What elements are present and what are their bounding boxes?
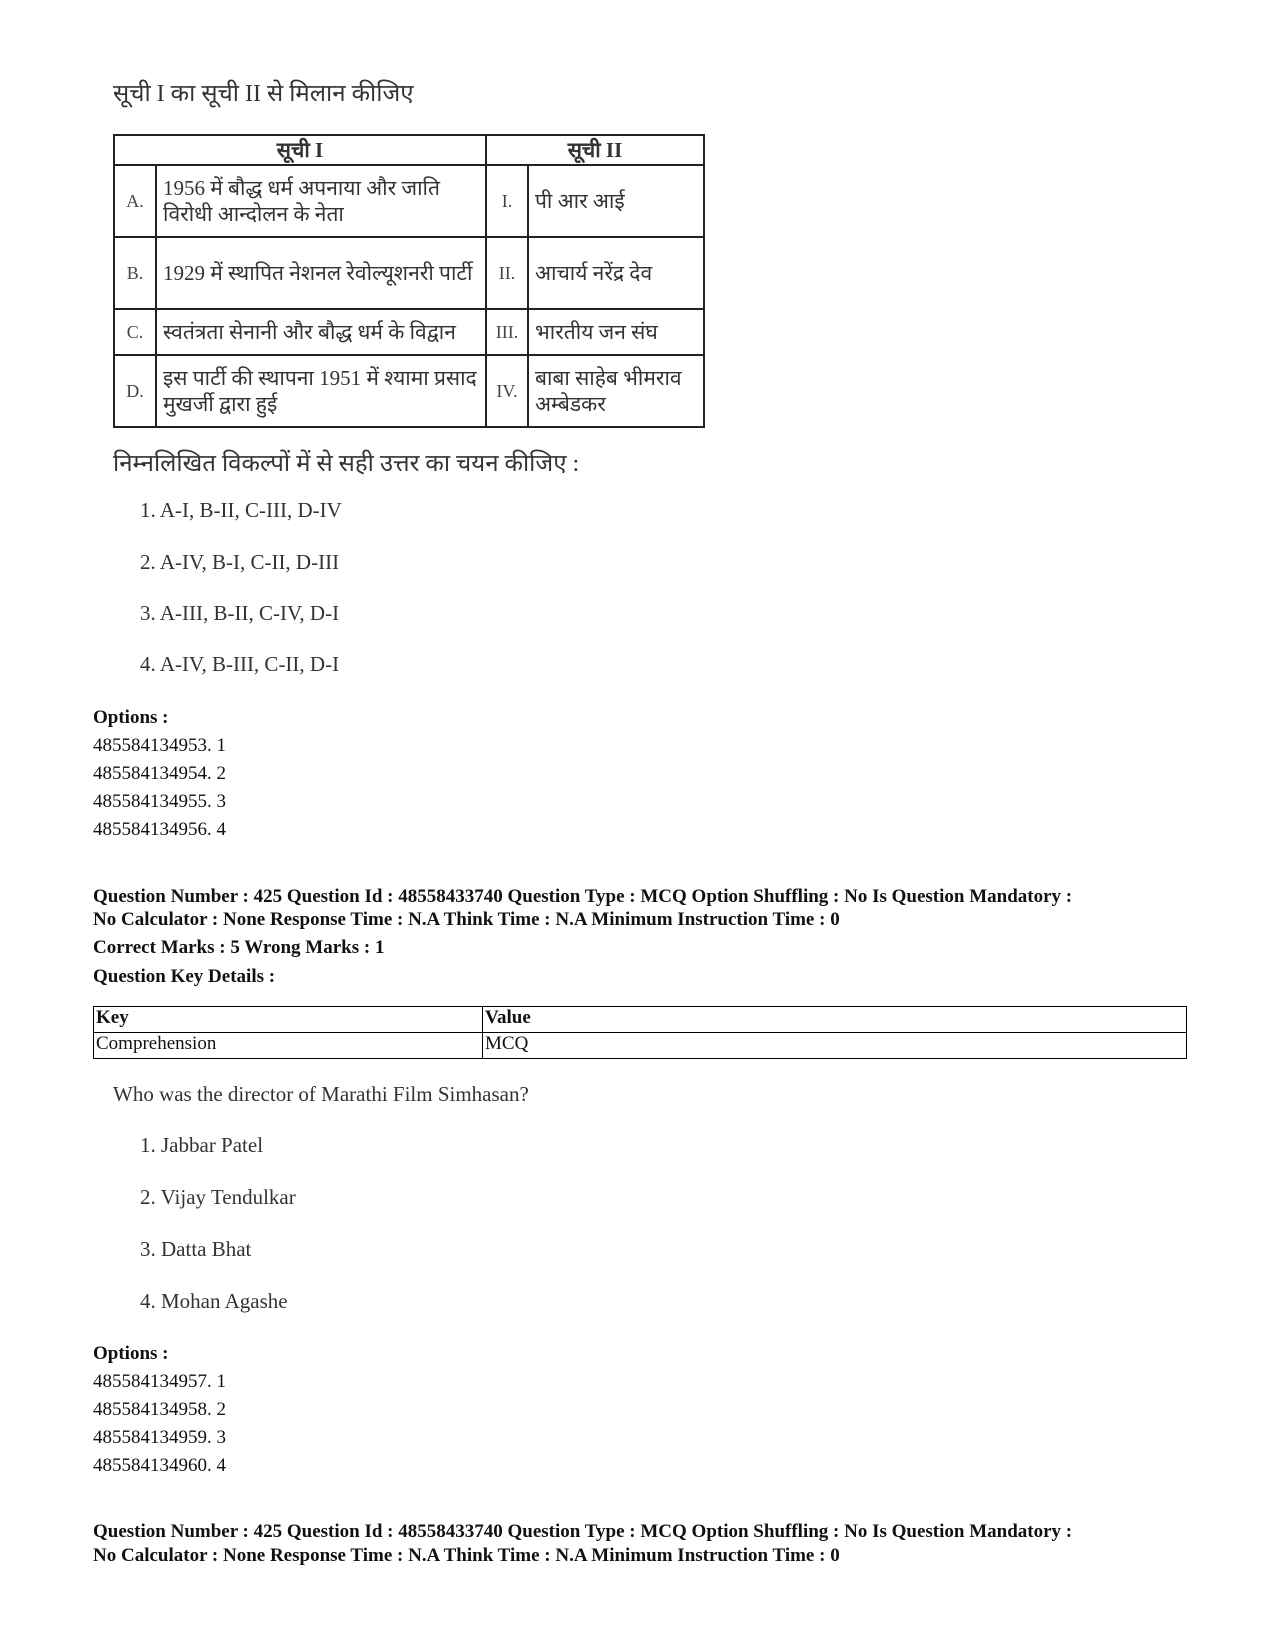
choice-item: 4. Mohan Agashe (140, 1289, 288, 1313)
match-row (114, 165, 704, 237)
list2-item: बाबा साहेब भीमराव अम्बेडकर (528, 355, 704, 427)
row-roman: II. (486, 237, 528, 309)
option-item: 485584134956. 4 (93, 819, 226, 840)
match-row (114, 355, 704, 427)
match-table (113, 134, 705, 428)
choice-item: 3. Datta Bhat (140, 1237, 252, 1261)
option-item: 485584134960. 4 (93, 1455, 226, 1476)
match-row (114, 237, 704, 309)
choice-item: 2. A-IV, B-I, C-II, D-III (140, 550, 340, 574)
list2-header: सूची II (486, 135, 704, 165)
list1-item: 1929 में स्थापित नेशनल रेवोल्यूशनरी पार्टी (156, 237, 486, 309)
list1-item: इस पार्टी की स्थापना 1951 में श्यामा प्रसाद मुखर्जी द्वारा हुई (156, 355, 486, 427)
instruction-text: निम्नलिखित विकल्पों में से सही उत्तर का चयन कीजिए : (113, 451, 580, 477)
row-roman: III. (486, 309, 528, 355)
list1-header: सूची I (114, 135, 486, 165)
question-text: Who was the director of Marathi Film Simhasan? (113, 1082, 529, 1106)
options-label: Options : (93, 707, 169, 728)
row-label: A. (114, 165, 156, 237)
row-label: D. (114, 355, 156, 427)
question-meta-line2: No Calculator : None Response Time : N.A Think Time : N.A Minimum Instruction Time : 0 (93, 1545, 840, 1566)
choice-item: 2. Vijay Tendulkar (140, 1185, 296, 1209)
match-heading: सूची I का सूची II से मिलान कीजिए (113, 81, 414, 107)
row-roman: I. (486, 165, 528, 237)
choice-item: 1. Jabbar Patel (140, 1133, 264, 1157)
option-item: 485584134953. 1 (93, 735, 226, 756)
question-meta-line1: Question Number : 425 Question Id : 48558433740 Question Type : MCQ Option Shuffling : No Is Question Mandatory : (93, 886, 1073, 907)
option-item: 485584134959. 3 (93, 1427, 226, 1448)
value-header: Value (483, 1007, 1187, 1033)
choice-item: 3. A-III, B-II, C-IV, D-I (140, 601, 340, 625)
choice-item: 1. A-I, B-II, C-III, D-IV (140, 498, 342, 522)
option-item: 485584134954. 2 (93, 763, 226, 784)
choice-item: 4. A-IV, B-III, C-II, D-I (140, 652, 340, 676)
list2-item: आचार्य नरेंद्र देव (528, 237, 704, 309)
key-cell: Comprehension (94, 1033, 483, 1059)
option-item: 485584134957. 1 (93, 1371, 226, 1392)
row-label: C. (114, 309, 156, 355)
question-meta-line2: No Calculator : None Response Time : N.A Think Time : N.A Minimum Instruction Time : 0 (93, 909, 840, 930)
question-meta-line1: Question Number : 425 Question Id : 48558433740 Question Type : MCQ Option Shuffling : No Is Question Mandatory : (93, 1521, 1073, 1542)
list1-item: 1956 में बौद्ध धर्म अपनाया और जाति विरोधी आन्दोलन के नेता (156, 165, 486, 237)
key-header: Key (94, 1007, 483, 1033)
options-label: Options : (93, 1343, 169, 1364)
option-item: 485584134955. 3 (93, 791, 226, 812)
marks-text: Correct Marks : 5 Wrong Marks : 1 (93, 937, 385, 958)
row-label: B. (114, 237, 156, 309)
value-cell: MCQ (483, 1033, 1187, 1059)
key-details-label: Question Key Details : (93, 966, 276, 987)
list2-item: भारतीय जन संघ (528, 309, 704, 355)
key-details-table (93, 1006, 1187, 1059)
list2-item: पी आर आई (528, 165, 704, 237)
option-item: 485584134958. 2 (93, 1399, 226, 1420)
row-roman: IV. (486, 355, 528, 427)
match-row (114, 309, 704, 355)
list1-item: स्वतंत्रता सेनानी और बौद्ध धर्म के विद्वान (156, 309, 486, 355)
